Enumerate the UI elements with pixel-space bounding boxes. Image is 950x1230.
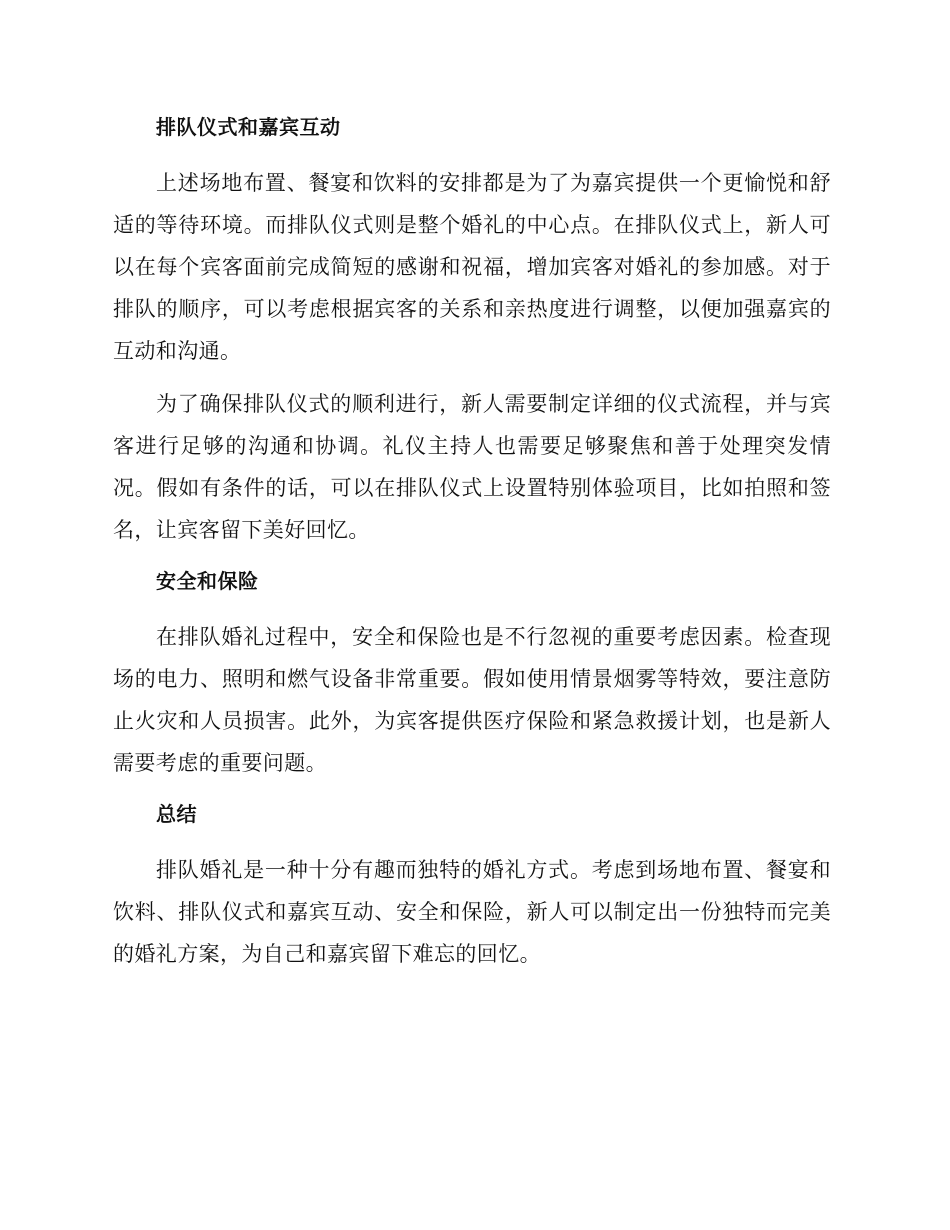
- section-summary: [113, 795, 831, 975]
- section-guest-interaction: [113, 108, 831, 551]
- body-paragraph: 上述场地布置、餐宴和饮料的安排都是为了为嘉宾提供一个更愉悦和舒适的等待环境。而排队仪式则是整个婚礼的中心点。在排队仪式上，新人可以在每个宾客面前完成简短的感谢和祝福，增加宾客对婚礼的参加感。对于排队的顺序，可以考虑根据宾客的关系和亲热度进行调整，以便加强嘉宾的互动和沟通。: [113, 171, 831, 363]
- body-paragraph: 为了确保排队仪式的顺利进行，新人需要制定详细的仪式流程，并与宾客进行足够的沟通和协调。礼仪主持人也需要足够聚焦和善于处理突发情况。假如有条件的话，可以在排队仪式上设置特别体验项目，比如拍照和签名，让宾客留下美好回忆。: [113, 392, 831, 542]
- section-safety-insurance: [113, 562, 831, 784]
- body-paragraph: 排队婚礼是一种十分有趣而独特的婚礼方式。考虑到场地布置、餐宴和饮料、排队仪式和嘉宾互动、安全和保险，新人可以制定出一份独特而完美的婚礼方案，为自己和嘉宾留下难忘的回忆。: [113, 858, 831, 966]
- section-heading: 安全和保险: [156, 569, 259, 593]
- body-paragraph: 在排队婚礼过程中，安全和保险也是不行忽视的重要考虑因素。检查现场的电力、照明和燃气设备非常重要。假如使用情景烟雾等特效，要注意防止火灾和人员损害。此外，为宾客提供医疗保险和紧急救援计划，也是新人需要考虑的重要问题。: [113, 625, 831, 775]
- section-heading: 总结: [156, 802, 197, 826]
- document-body: [113, 108, 831, 986]
- section-heading: 排队仪式和嘉宾互动: [156, 115, 341, 139]
